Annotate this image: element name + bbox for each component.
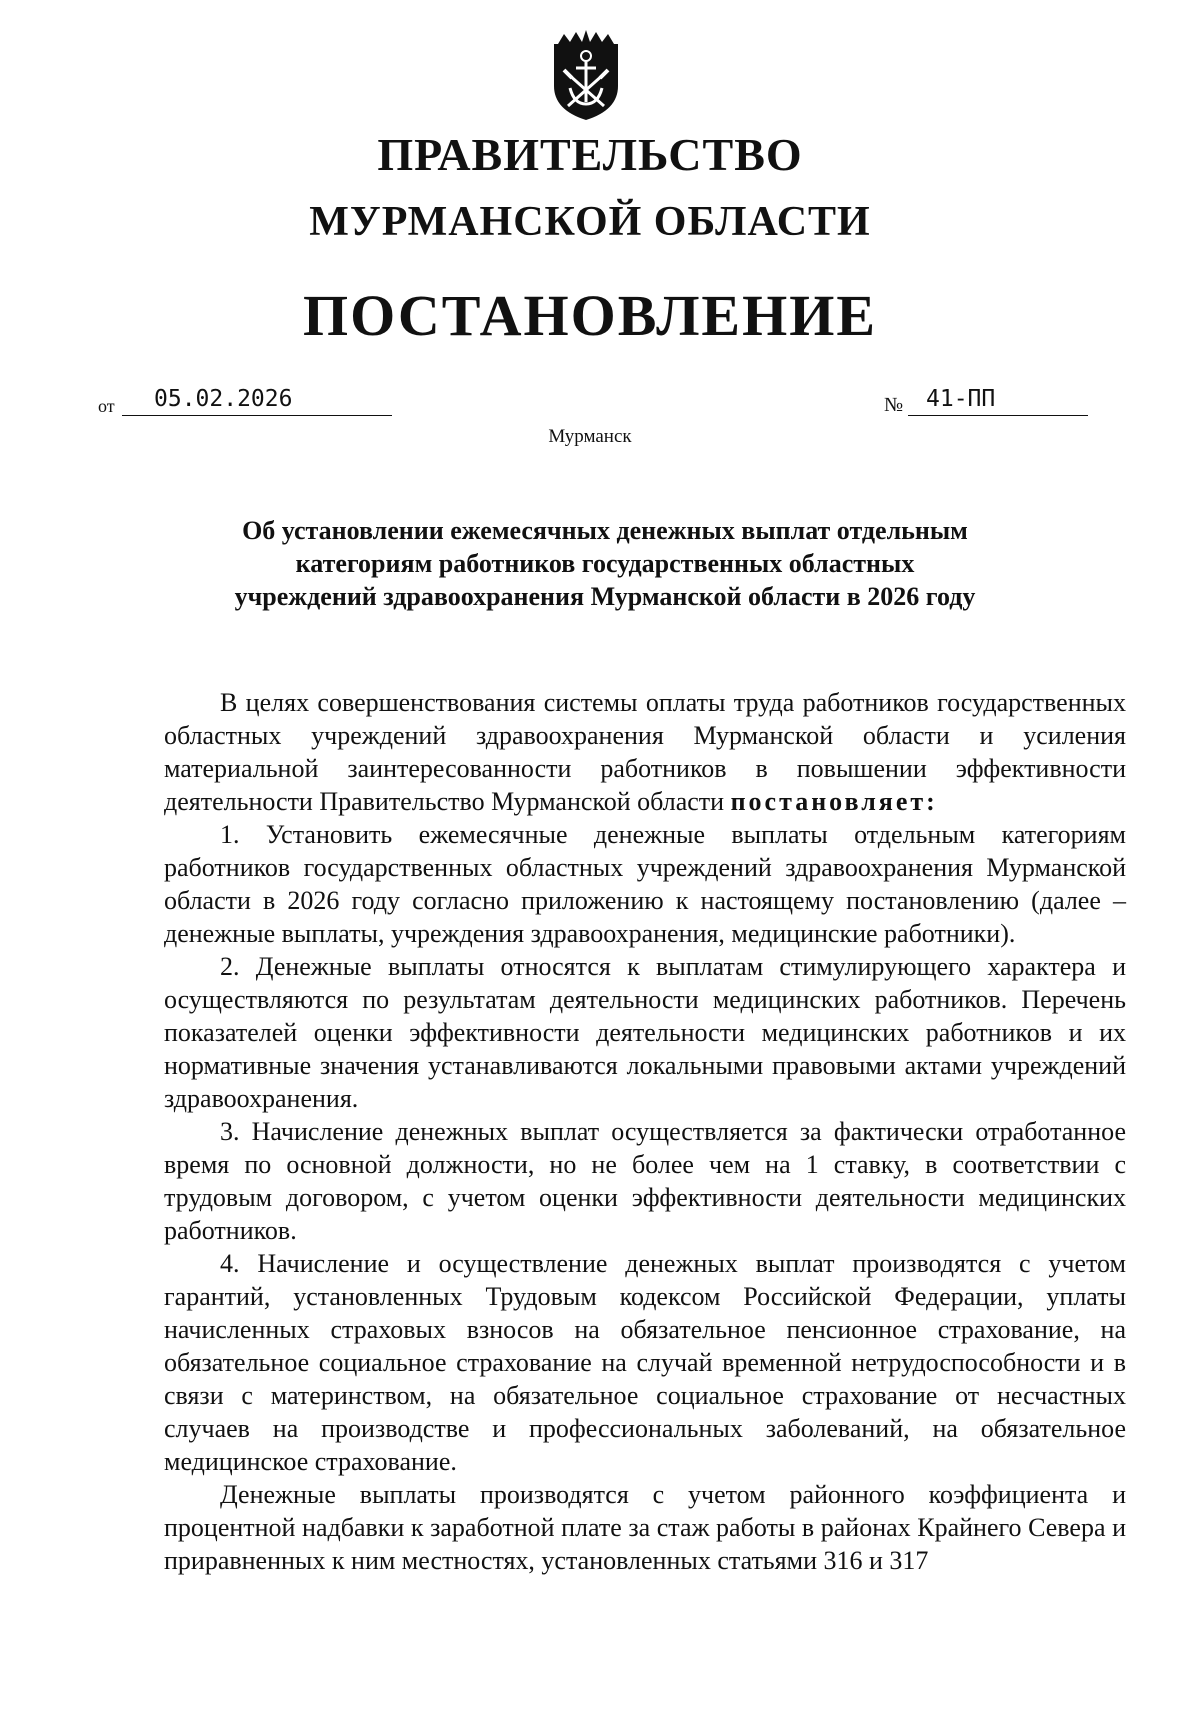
document-number: 41-ПП [908, 386, 1088, 416]
title-line: Об установлении ежемесячных денежных выплат отдельным [242, 516, 968, 545]
document-date: 05.02.2026 [122, 386, 392, 416]
title-line: учреждений здравоохранения Мурманской области в 2026 году [234, 582, 976, 611]
paragraph-3: 3. Начисление денежных выплат осуществляется за фактически отработанное время по основной должности, но не более чем на 1 ставку, в соответствии с трудовым договором, с учетом оценки эффективности деятельности медицинских работников. [164, 1117, 1126, 1245]
document-body [164, 686, 1126, 1577]
date-label: от [98, 396, 115, 416]
document-title [160, 514, 1050, 613]
coat-of-arms-icon [550, 30, 622, 122]
title-line: категориям работников государственных областных [295, 549, 915, 578]
document-type: ПОСТАНОВЛЕНИЕ [302, 283, 878, 348]
date-number-row [98, 386, 1088, 420]
paragraph-5: Денежные выплаты производятся с учетом районного коэффициента и процентной надбавки к заработной плате за стаж работы в районах Крайнего Севера и приравненных к ним местностях, установленных статьями 316 и 317 [164, 1480, 1126, 1575]
number-label: № [884, 394, 904, 416]
paragraph-1: 1. Установить ежемесячные денежные выплаты отдельным категориям работников государственных областных учреждений здравоохранения Мурманской области в 2026 году согласно приложению к настоящему постановлению (далее – денежные выплаты, учреждения здравоохранения, медицинские работники). [164, 820, 1126, 948]
intro-text: В целях совершенствования системы оплаты труда работников государственных областных учреждений здравоохранения Мурманской области и усиления материальной заинтересованности работников в повышении эффективности деятельности Правительство Мурманской области [164, 688, 1126, 816]
intro-paragraph [164, 686, 1126, 818]
org-name-line2: МУРМАНСКОЙ ОБЛАСТИ [309, 199, 871, 245]
paragraph-2: 2. Денежные выплаты относятся к выплатам стимулирующего характера и осуществляются по результатам деятельности медицинских работников. Перечень показателей оценки эффективности деятельности медицинских работников и их нормативные значения устанавливаются локальными правовыми актами учреждений здравоохранения. [164, 952, 1126, 1113]
paragraph-4: 4. Начисление и осуществление денежных выплат производятся с учетом гарантий, установленных Трудовым кодексом Российской Федерации, уплаты начисленных страховых взносов на обязательное пенсионное страхование, на обязательное социальное страхование на случай временной нетрудоспособности и в связи с материнством, на обязательное социальное страхование от несчастных случаев на производстве и профессиональных заболеваний, на обязательное медицинское страхование. [164, 1249, 1126, 1476]
city: Мурманск [548, 426, 632, 447]
org-name-line1: ПРАВИТЕЛЬСТВО [377, 129, 803, 180]
resolves-keyword: постановляет: [730, 787, 938, 816]
